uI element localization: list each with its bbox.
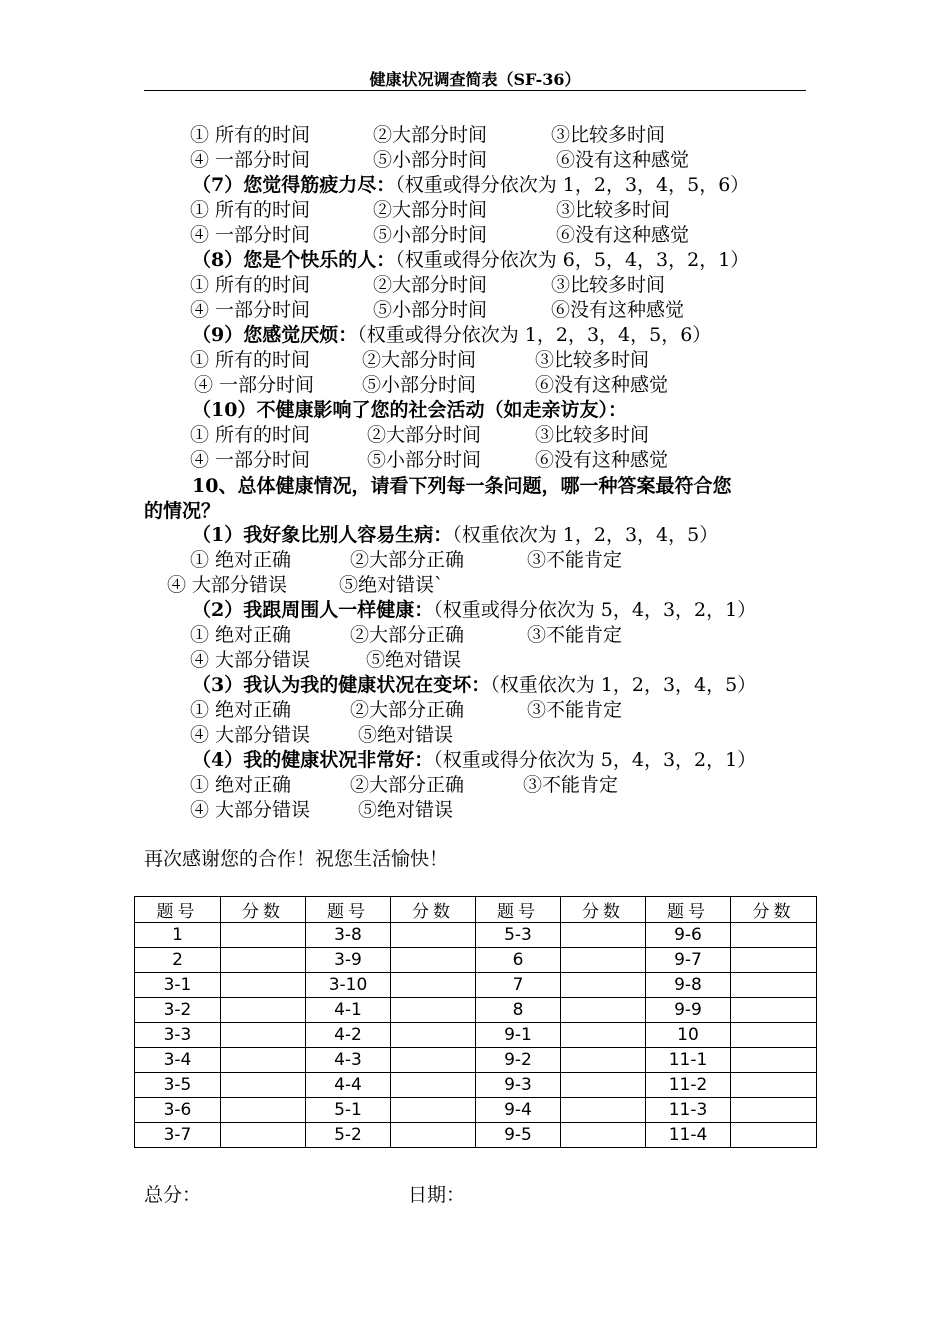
option-5[interactable]: ⑤小部分时间 bbox=[367, 449, 482, 471]
option-5[interactable]: ⑤绝对错误 bbox=[358, 724, 454, 746]
question-number-cell: 9-3 bbox=[476, 1073, 561, 1098]
score-input-cell[interactable] bbox=[391, 948, 476, 973]
question-number-cell: 3-8 bbox=[306, 923, 391, 948]
option-1[interactable]: ① 绝对正确 bbox=[190, 549, 292, 571]
question-number-cell: 3-4 bbox=[135, 1048, 221, 1073]
option-1[interactable]: ① 所有的时间 bbox=[190, 274, 311, 296]
question-number-cell: 4-1 bbox=[306, 998, 391, 1023]
question-7 bbox=[192, 173, 749, 198]
score-input-cell[interactable] bbox=[561, 1123, 646, 1148]
option-5[interactable]: ⑤小部分时间 bbox=[362, 374, 477, 396]
score-input-cell[interactable] bbox=[561, 1048, 646, 1073]
option-1[interactable]: ① 所有的时间 bbox=[190, 424, 311, 446]
document-title: 健康状况调查简表（SF-36） bbox=[369, 70, 581, 89]
option-6[interactable]: ⑥没有这种感觉 bbox=[535, 374, 669, 396]
header-score: 分数 bbox=[561, 897, 646, 923]
option-5[interactable]: ⑤小部分时间 bbox=[373, 299, 488, 321]
subquestion-1-weights: （权重依次为 1，2，3，4，5） bbox=[452, 524, 719, 546]
score-input-cell[interactable] bbox=[221, 973, 306, 998]
question-7-label: （7）您觉得筋疲力尽： bbox=[192, 174, 396, 196]
table-row bbox=[135, 1123, 817, 1148]
score-input-cell[interactable] bbox=[391, 1073, 476, 1098]
option-4[interactable]: ④ 大部分错误 bbox=[190, 649, 311, 671]
question-number-cell: 5-1 bbox=[306, 1098, 391, 1123]
subquestion-1 bbox=[192, 523, 718, 548]
score-input-cell[interactable] bbox=[221, 948, 306, 973]
table-row bbox=[135, 1073, 817, 1098]
question-number-cell: 3-5 bbox=[135, 1073, 221, 1098]
score-input-cell[interactable] bbox=[731, 998, 817, 1023]
score-input-cell[interactable] bbox=[221, 1023, 306, 1048]
question-number-cell: 10 bbox=[646, 1023, 731, 1048]
question-number-cell: 9-6 bbox=[646, 923, 731, 948]
option-6[interactable]: ⑥没有这种感觉 bbox=[556, 224, 690, 246]
question-number-cell: 3-1 bbox=[135, 973, 221, 998]
option-1[interactable]: ① 所有的时间 bbox=[190, 349, 311, 371]
question-number-cell: 11-2 bbox=[646, 1073, 731, 1098]
total-score-label: 总分： bbox=[144, 1184, 202, 1206]
question-number-cell: 11-1 bbox=[646, 1048, 731, 1073]
option-1[interactable]: ① 绝对正确 bbox=[190, 774, 292, 796]
score-input-cell[interactable] bbox=[221, 923, 306, 948]
section-10-heading: 10、总体健康情况，请看下列每一条问题，哪一种答案最符合您 bbox=[192, 475, 732, 497]
subquestion-3 bbox=[192, 673, 756, 698]
table-row bbox=[135, 1048, 817, 1073]
option-1[interactable]: ① 所有的时间 bbox=[190, 124, 311, 146]
header-question-number: 题号 bbox=[135, 897, 221, 923]
score-input-cell[interactable] bbox=[391, 1023, 476, 1048]
thanks-message: 再次感谢您的合作！祝您生活愉快！ bbox=[144, 848, 449, 870]
score-input-cell[interactable] bbox=[221, 1048, 306, 1073]
score-input-cell[interactable] bbox=[391, 1123, 476, 1148]
subquestion-4-weights: （权重或得分依次为 5，4，3，2，1） bbox=[433, 749, 757, 771]
option-1[interactable]: ① 绝对正确 bbox=[190, 699, 292, 721]
question-number-cell: 9-8 bbox=[646, 973, 731, 998]
score-input-cell[interactable] bbox=[391, 1098, 476, 1123]
option-5[interactable]: ⑤绝对错误 bbox=[366, 649, 462, 671]
header-question-number: 题号 bbox=[306, 897, 391, 923]
score-input-cell[interactable] bbox=[561, 1098, 646, 1123]
score-input-cell[interactable] bbox=[221, 1123, 306, 1148]
question-number-cell: 5-3 bbox=[476, 923, 561, 948]
table-row bbox=[135, 973, 817, 998]
option-6[interactable]: ⑥没有这种感觉 bbox=[551, 299, 685, 321]
option-3[interactable]: ③比较多时间 bbox=[535, 349, 650, 371]
option-5[interactable]: ⑤小部分时间 bbox=[373, 224, 488, 246]
header-question-number: 题号 bbox=[646, 897, 731, 923]
score-input-cell[interactable] bbox=[221, 998, 306, 1023]
question-number-cell: 8 bbox=[476, 998, 561, 1023]
option-3[interactable]: ③不能肯定 bbox=[523, 774, 619, 796]
question-8-weights: （权重或得分依次为 6，5，4，3，2，1） bbox=[395, 249, 750, 271]
option-4[interactable]: ④ 大部分错误 bbox=[167, 574, 288, 596]
subquestion-4-label: （4）我的健康状况非常好： bbox=[192, 749, 434, 771]
header-score: 分数 bbox=[221, 897, 306, 923]
score-input-cell[interactable] bbox=[561, 923, 646, 948]
score-input-cell[interactable] bbox=[221, 1073, 306, 1098]
score-input-cell[interactable] bbox=[391, 1048, 476, 1073]
question-number-cell: 9-2 bbox=[476, 1048, 561, 1073]
date-label: 日期： bbox=[408, 1184, 466, 1206]
question-number-cell: 1 bbox=[135, 923, 221, 948]
score-input-cell[interactable] bbox=[391, 973, 476, 998]
question-number-cell: 4-2 bbox=[306, 1023, 391, 1048]
question-number-cell: 7 bbox=[476, 973, 561, 998]
score-input-cell[interactable] bbox=[731, 1123, 817, 1148]
option-5[interactable]: ⑤绝对错误` bbox=[339, 574, 444, 596]
subquestion-1-label: （1）我好象比别人容易生病： bbox=[192, 524, 453, 546]
option-5[interactable]: ⑤小部分时间 bbox=[373, 149, 488, 171]
option-4[interactable]: ④ 一部分时间 bbox=[190, 299, 311, 321]
question-number-cell: 3-7 bbox=[135, 1123, 221, 1148]
option-3[interactable]: ③比较多时间 bbox=[535, 424, 650, 446]
score-input-cell[interactable] bbox=[561, 1073, 646, 1098]
question-7-weights: （权重或得分依次为 1，2，3，4，5，6） bbox=[395, 174, 750, 196]
option-5[interactable]: ⑤绝对错误 bbox=[358, 799, 454, 821]
option-2[interactable]: ②大部分时间 bbox=[367, 424, 482, 446]
question-10-label: （10）不健康影响了您的社会活动（如走亲访友）： bbox=[192, 399, 627, 421]
score-input-cell[interactable] bbox=[731, 923, 817, 948]
question-number-cell: 11-4 bbox=[646, 1123, 731, 1148]
option-6[interactable]: ⑥没有这种感觉 bbox=[535, 449, 669, 471]
section-10-heading-cont: 的情况？ bbox=[144, 500, 221, 522]
question-number-cell: 9-7 bbox=[646, 948, 731, 973]
option-4[interactable]: ④ 一部分时间 bbox=[190, 449, 311, 471]
option-2[interactable]: ②大部分时间 bbox=[373, 199, 488, 221]
subquestion-2-label: （2）我跟周围人一样健康： bbox=[192, 599, 434, 621]
option-3[interactable]: ③不能肯定 bbox=[527, 699, 623, 721]
option-4[interactable]: ④ 大部分错误 bbox=[190, 799, 311, 821]
header-score: 分数 bbox=[391, 897, 476, 923]
question-number-cell: 9-4 bbox=[476, 1098, 561, 1123]
option-2[interactable]: ②大部分正确 bbox=[350, 549, 465, 571]
score-input-cell[interactable] bbox=[561, 948, 646, 973]
score-input-cell[interactable] bbox=[731, 1023, 817, 1048]
table-row bbox=[135, 998, 817, 1023]
option-2[interactable]: ②大部分时间 bbox=[362, 349, 477, 371]
question-8-label: （8）您是个快乐的人： bbox=[192, 249, 396, 271]
question-9-label: （9）您感觉厌烦： bbox=[192, 324, 358, 346]
score-input-cell[interactable] bbox=[731, 973, 817, 998]
option-2[interactable]: ②大部分正确 bbox=[350, 624, 465, 646]
score-table bbox=[134, 896, 817, 1148]
option-3[interactable]: ③比较多时间 bbox=[556, 199, 671, 221]
subquestion-2-weights: （权重或得分依次为 5，4，3，2，1） bbox=[433, 599, 757, 621]
option-1[interactable]: ① 绝对正确 bbox=[190, 624, 292, 646]
header-question-number: 题号 bbox=[476, 897, 561, 923]
subquestion-2 bbox=[192, 598, 756, 623]
question-number-cell: 2 bbox=[135, 948, 221, 973]
subquestion-4 bbox=[192, 748, 756, 773]
option-4[interactable]: ④ 一部分时间 bbox=[190, 149, 311, 171]
question-9 bbox=[192, 323, 711, 348]
option-6[interactable]: ⑥没有这种感觉 bbox=[556, 149, 690, 171]
question-number-cell: 3-10 bbox=[306, 973, 391, 998]
score-input-cell[interactable] bbox=[221, 1098, 306, 1123]
option-2[interactable]: ②大部分正确 bbox=[350, 699, 465, 721]
option-3[interactable]: ③比较多时间 bbox=[551, 124, 666, 146]
question-number-cell: 4-4 bbox=[306, 1073, 391, 1098]
score-input-cell[interactable] bbox=[731, 1098, 817, 1123]
question-number-cell: 4-3 bbox=[306, 1048, 391, 1073]
option-4[interactable]: ④ 一部分时间 bbox=[190, 224, 311, 246]
subquestion-3-weights: （权重依次为 1，2，3，4，5） bbox=[490, 674, 757, 696]
question-number-cell: 5-2 bbox=[306, 1123, 391, 1148]
score-input-cell[interactable] bbox=[561, 1023, 646, 1048]
score-input-cell[interactable] bbox=[731, 948, 817, 973]
question-number-cell: 3-3 bbox=[135, 1023, 221, 1048]
score-input-cell[interactable] bbox=[391, 923, 476, 948]
option-3[interactable]: ③比较多时间 bbox=[551, 274, 666, 296]
question-number-cell: 9-1 bbox=[476, 1023, 561, 1048]
question-number-cell: 9-9 bbox=[646, 998, 731, 1023]
question-number-cell: 11-3 bbox=[646, 1098, 731, 1123]
option-2[interactable]: ②大部分时间 bbox=[373, 274, 488, 296]
option-3[interactable]: ③不能肯定 bbox=[527, 549, 623, 571]
option-2[interactable]: ②大部分正确 bbox=[350, 774, 465, 796]
question-number-cell: 3-2 bbox=[135, 998, 221, 1023]
option-4[interactable]: ④ 大部分错误 bbox=[190, 724, 311, 746]
option-4[interactable]: ④ 一部分时间 bbox=[194, 374, 315, 396]
question-number-cell: 9-5 bbox=[476, 1123, 561, 1148]
table-row bbox=[135, 1023, 817, 1048]
option-3[interactable]: ③不能肯定 bbox=[527, 624, 623, 646]
header-score: 分数 bbox=[731, 897, 817, 923]
subquestion-3-label: （3）我认为我的健康状况在变坏： bbox=[192, 674, 491, 696]
option-1[interactable]: ① 所有的时间 bbox=[190, 199, 311, 221]
question-number-cell: 3-6 bbox=[135, 1098, 221, 1123]
option-2[interactable]: ②大部分时间 bbox=[373, 124, 488, 146]
question-number-cell: 6 bbox=[476, 948, 561, 973]
table-row bbox=[135, 948, 817, 973]
question-10 bbox=[192, 398, 627, 423]
table-row bbox=[135, 923, 817, 948]
score-input-cell[interactable] bbox=[561, 998, 646, 1023]
question-9-weights: （权重或得分依次为 1，2，3，4，5，6） bbox=[357, 324, 712, 346]
question-number-cell: 3-9 bbox=[306, 948, 391, 973]
table-header-row bbox=[135, 897, 817, 923]
table-row bbox=[135, 1098, 817, 1123]
question-8 bbox=[192, 248, 749, 273]
score-input-cell[interactable] bbox=[391, 998, 476, 1023]
header-rule bbox=[144, 90, 806, 91]
score-input-cell[interactable] bbox=[561, 973, 646, 998]
score-input-cell[interactable] bbox=[731, 1048, 817, 1073]
score-input-cell[interactable] bbox=[731, 1073, 817, 1098]
